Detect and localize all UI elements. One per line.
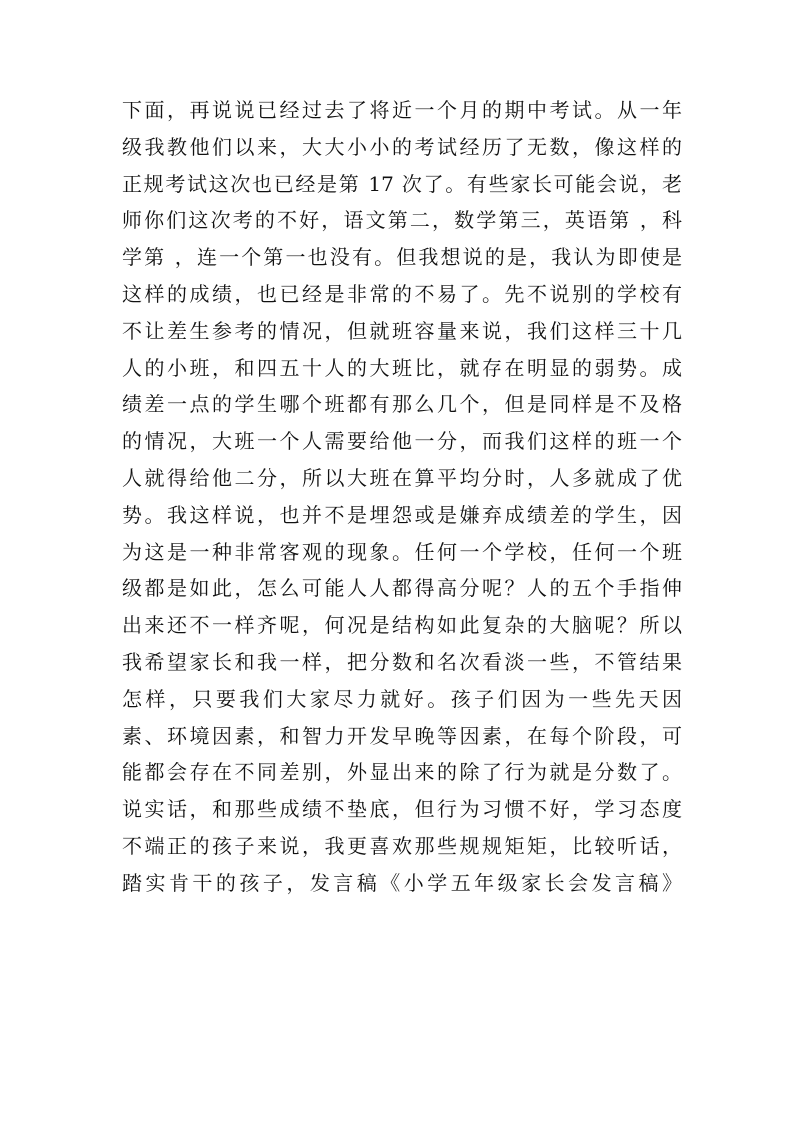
text-line: 下面，再说说已经过去了将近一个月的期中考试。从一年 — [122, 98, 682, 122]
text-line: 势。我这样说，也并不是埋怨或是嫌弃成绩差的学生，因 — [122, 502, 682, 527]
text-line: 正规考试这次也已经是第 17 次了。有些家长可能会说，老 — [122, 171, 682, 196]
text-line: 不让差生参考的情况，但就班容量来说，我们这样三十几 — [122, 318, 682, 343]
text-line: 为这是一种非常客观的现象。任何一个学校，任何一个班 — [122, 539, 682, 564]
text-line: 人的小班，和四五十人的大班比，就存在明显的弱势。成 — [122, 355, 682, 380]
text-line: 师你们这次考的不好，语文第二，数学第三，英语第 ，科 — [122, 208, 682, 233]
text-line: 不端正的孩子来说，我更喜欢那些规规矩矩，比较听话， — [122, 833, 682, 858]
text-line: 级都是如此，怎么可能人人都得高分呢？人的五个手指伸 — [122, 576, 682, 601]
text-line: 绩差一点的学生哪个班都有那么几个，但是同样是不及格 — [122, 392, 682, 417]
text-line: 级我教他们以来，大大小小的考试经历了无数，像这样的 — [122, 134, 682, 159]
text-line: 我希望家长和我一样，把分数和名次看淡一些，不管结果 — [122, 649, 682, 674]
text-line: 素、环境因素，和智力开发早晚等因素，在每个阶段，可 — [122, 723, 682, 748]
text-line: 人就得给他二分，所以大班在算平均分时，人多就成了优 — [122, 465, 682, 490]
text-line: 能都会存在不同差别，外显出来的除了行为就是分数了。 — [122, 760, 682, 785]
body-paragraph — [122, 92, 682, 902]
text-line: 踏实肯干的孩子，发言稿《小学五年级家长会发言稿》 — [122, 870, 682, 895]
text-line: 的情况，大班一个人需要给他一分，而我们这样的班一个 — [122, 429, 682, 454]
text-line: 这样的成绩，也已经是非常的不易了。先不说别的学校有 — [122, 281, 682, 306]
text-line: 出来还不一样齐呢，何况是结构如此复杂的大脑呢？所以 — [122, 613, 682, 638]
text-line: 说实话，和那些成绩不垫底，但行为习惯不好，学习态度 — [122, 797, 682, 822]
text-line: 学第 ，连一个第一也没有。但我想说的是，我认为即使是 — [122, 245, 682, 270]
text-line: 怎样，只要我们大家尽力就好。孩子们因为一些先天因 — [122, 686, 682, 711]
